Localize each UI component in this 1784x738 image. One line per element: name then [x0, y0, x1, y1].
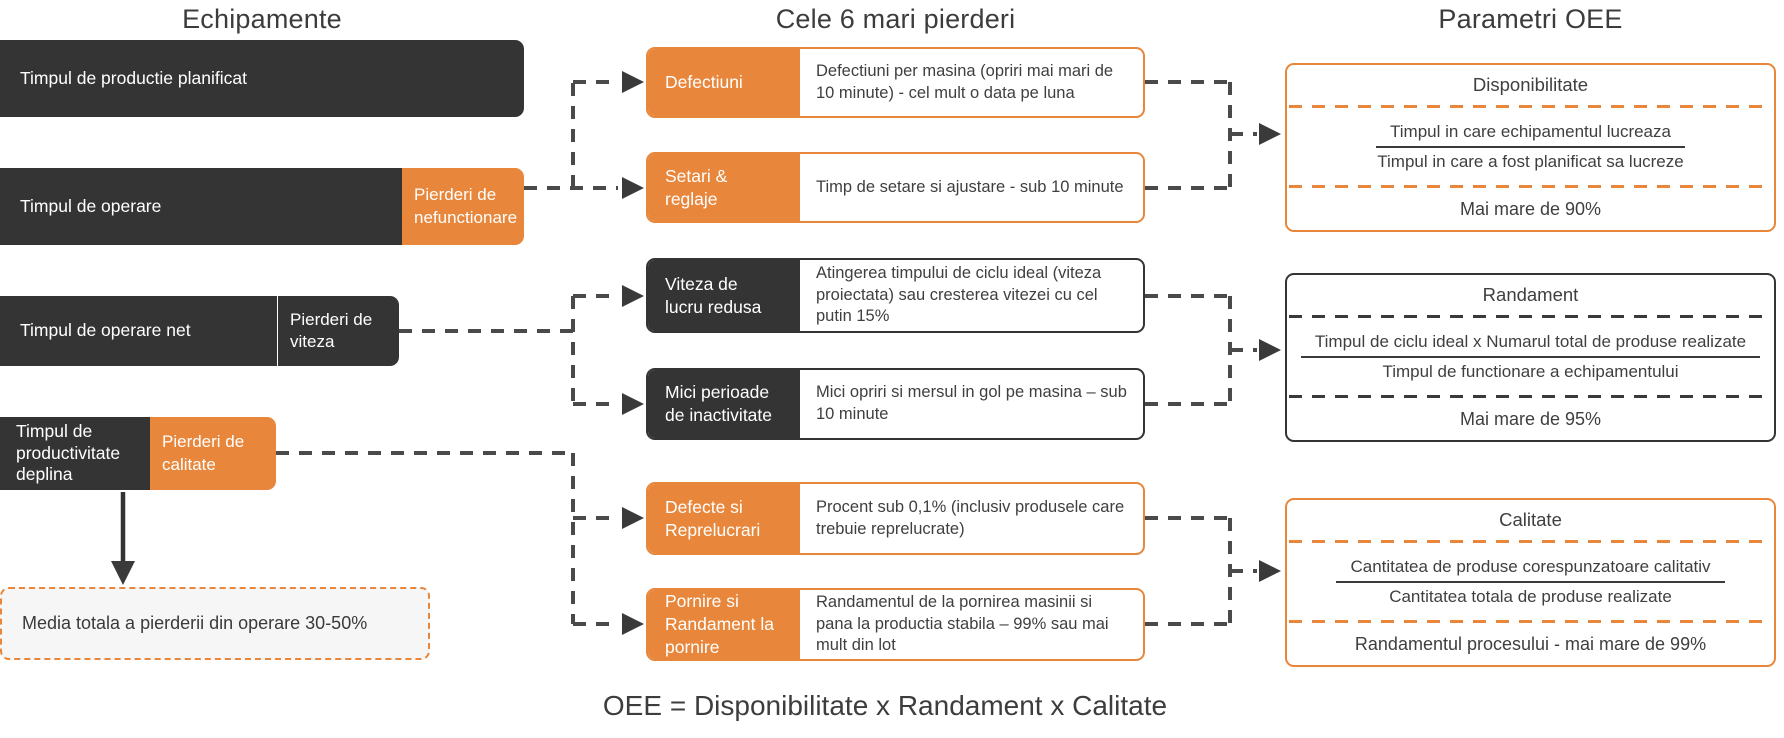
loss-label: Defectiuni [648, 49, 800, 116]
loss-description: Procent sub 0,1% (inclusiv produsele care trebuie reprelucrate) [816, 497, 1125, 538]
fraction-denominator: Timpul de functionare a echipamentului [1382, 361, 1679, 381]
card-target: Randamentul procesului - mai mare de 99% [1354, 633, 1707, 654]
card-title: Calitate [1499, 509, 1562, 530]
oee-card-disponibilitate [1285, 63, 1776, 232]
oee-card-calitate [1285, 498, 1776, 667]
loss-segment-downtime: Pierderi de nefunctionare [402, 168, 524, 245]
loss-label: Pornire si Randament la pornire [648, 590, 800, 659]
oee-card-randament [1285, 273, 1776, 442]
equipment-bar-label: Timpul de productivitate deplina [0, 417, 150, 490]
equipment-bar-label: Timpul de operare [0, 168, 402, 245]
loss-segment-quality: Pierderi de calitate [150, 417, 276, 490]
fraction-numerator: Timpul de ciclu ideal x Numarul total de produse realizate [1301, 332, 1760, 358]
formula-fraction [1287, 108, 1774, 185]
card-title: Randament [1482, 284, 1579, 305]
fraction-numerator: Cantitatea de produse corespunzatoare calitativ [1336, 557, 1724, 583]
equipment-row-full-productivity [0, 417, 276, 490]
loss-description: Defectiuni per masina (opriri mai mari de 10 minute) - cel mult o data pe luna [816, 61, 1114, 102]
column-title-parameters: Parametri OEE [1438, 3, 1623, 34]
equipment-row-planned-production [0, 40, 524, 117]
equipment-row-operating-time [0, 168, 524, 245]
formula-fraction [1287, 543, 1774, 620]
loss-description: Timp de setare si ajustare - sub 10 minute [816, 177, 1124, 196]
operating-loss-summary-box: Media totala a pierderii din operare 30-50% [0, 587, 430, 660]
loss-description: Randamentul de la pornirea masinii si pana la productia stabila – 99% sau mai mult din lot [816, 592, 1109, 655]
loss-segment-speed: Pierderi de viteza [277, 296, 399, 366]
loss-description: Atingerea timpului de ciclu ideal (viteza proiectata) sau cresterea vitezei cu cel putin 15% [816, 263, 1102, 326]
column-title-losses: Cele 6 mari pierderi [775, 3, 1016, 34]
loss-label: Mici perioade de inactivitate [648, 370, 800, 438]
equipment-bar-label: Timpul de productie planificat [0, 40, 524, 117]
fraction-denominator: Cantitatea totala de produse realizate [1389, 586, 1672, 606]
loss-row-viteza-redusa [646, 258, 1145, 333]
loss-row-defectiuni [646, 47, 1145, 118]
loss-row-mici-perioade [646, 368, 1145, 440]
loss-row-setari-reglaje [646, 152, 1145, 223]
loss-row-defecte-reprelucrari [646, 482, 1145, 555]
fraction-numerator: Timpul in care echipamentul lucreaza [1376, 122, 1685, 148]
loss-description: Mici opriri si mersul in gol pe masina – sub 10 minute [816, 383, 1127, 423]
card-target: Mai mare de 95% [1459, 408, 1602, 429]
loss-label: Viteza de lucru redusa [648, 260, 800, 331]
fraction-denominator: Timpul in care a fost planificat sa lucreze [1377, 151, 1684, 171]
loss-label: Setari & reglaje [648, 154, 800, 221]
card-target: Mai mare de 90% [1459, 198, 1602, 219]
card-title: Disponibilitate [1472, 74, 1589, 95]
oee-formula: OEE = Disponibilitate x Randament x Calitate [602, 690, 1168, 721]
loss-label: Defecte si Reprelucrari [648, 484, 800, 553]
loss-row-pornire-randament [646, 588, 1145, 661]
equipment-bar-label: Timpul de operare net [0, 296, 277, 366]
column-title-equipment: Echipamente [182, 3, 342, 34]
formula-fraction [1287, 318, 1774, 395]
equipment-row-net-operating-time [0, 296, 399, 366]
